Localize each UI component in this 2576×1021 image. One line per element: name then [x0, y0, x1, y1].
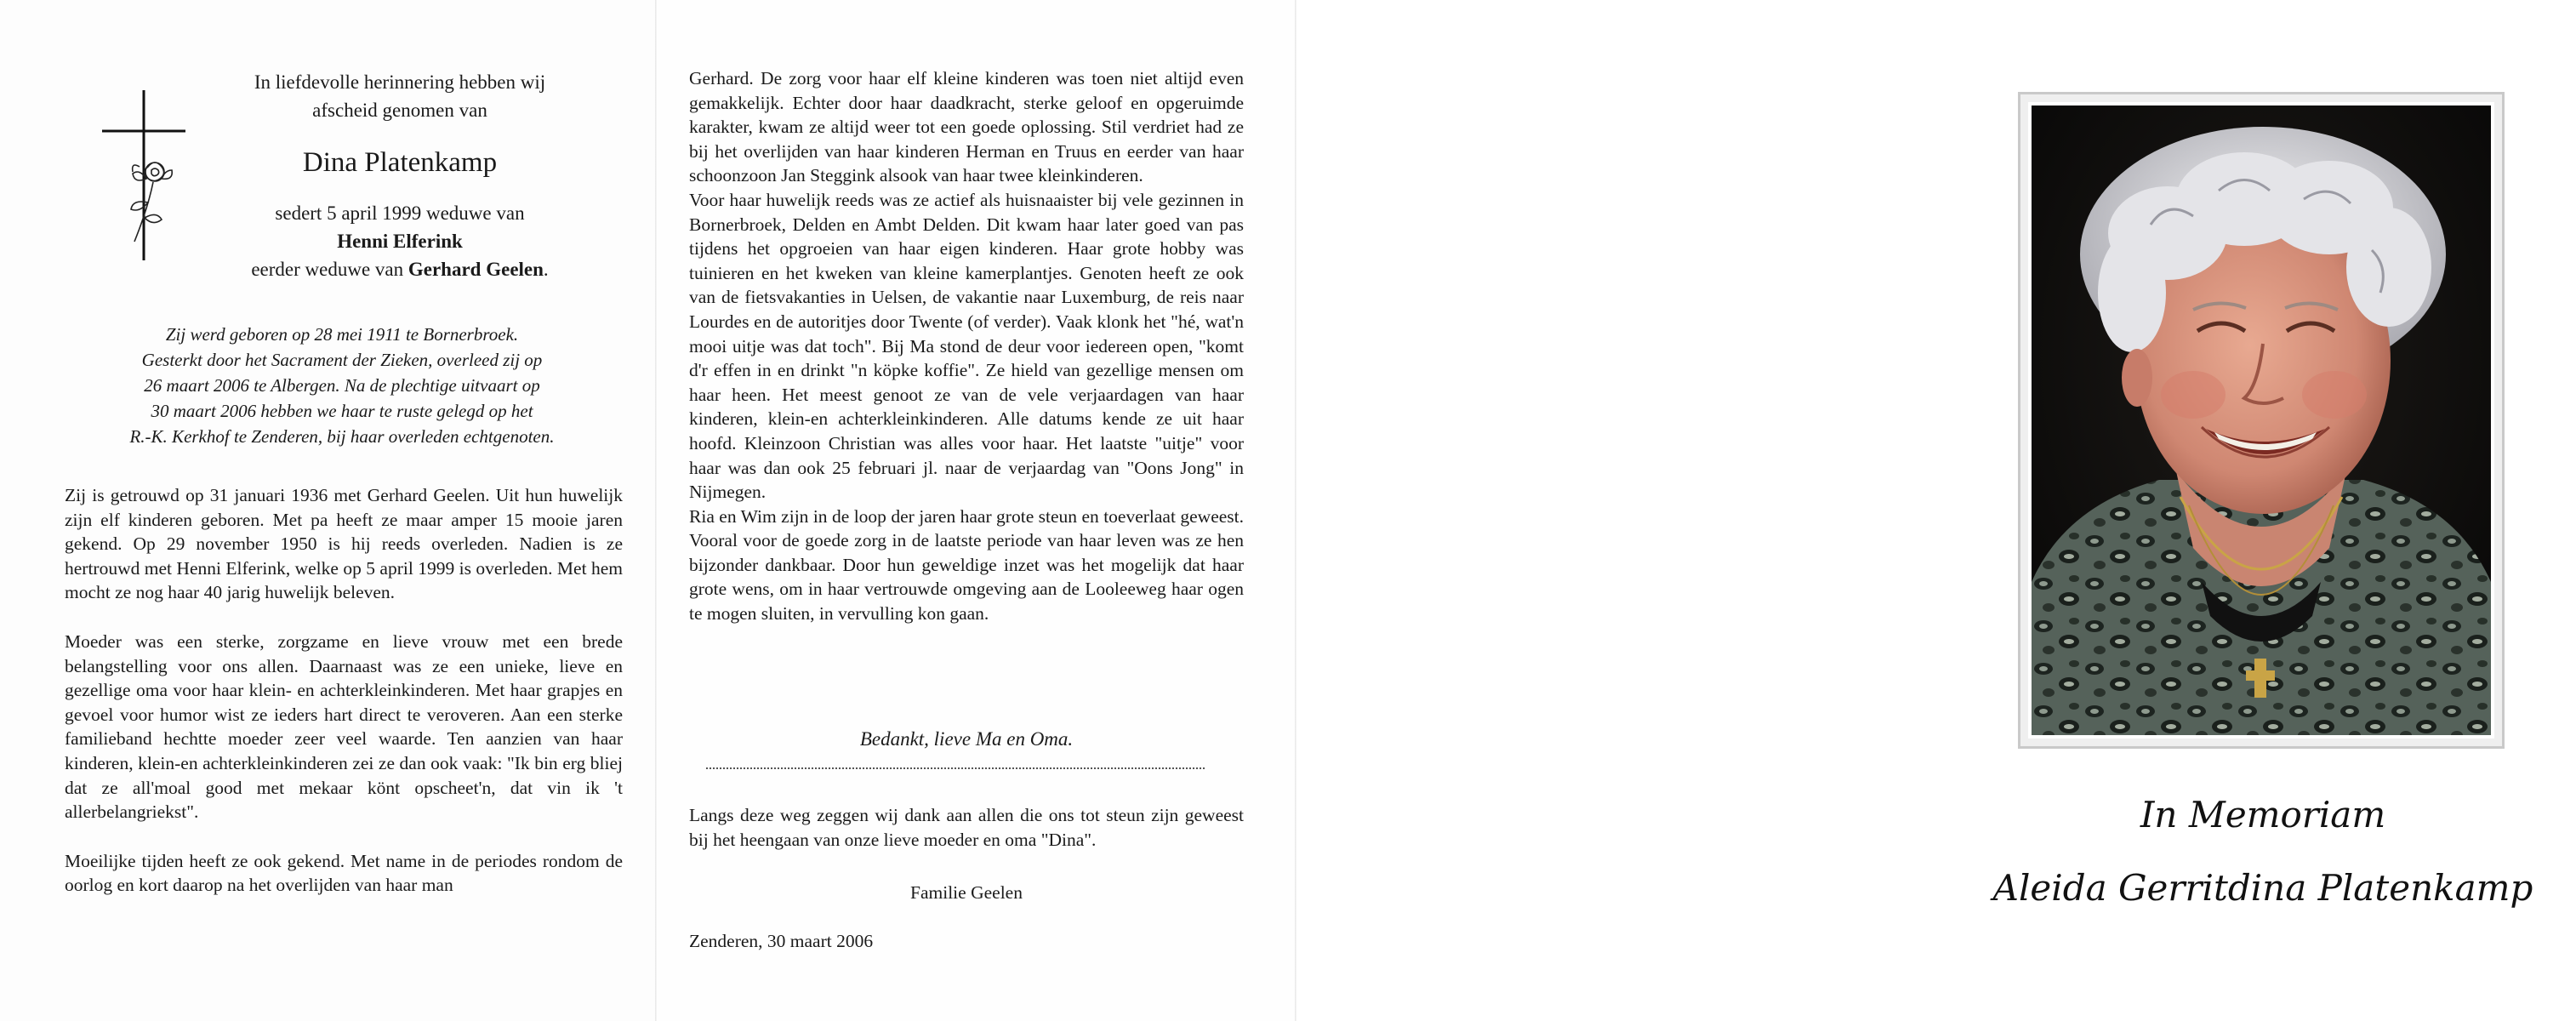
dotted-divider [706, 767, 1205, 769]
thanks-line: Bedankt, lieve Ma en Oma. [859, 728, 1074, 750]
fold-line-center [1295, 0, 1297, 1021]
memoriam-block [1991, 791, 2535, 912]
paragraph-character: Moeder was een sterke, zorgzame en lieve vrouw met een brede belangstelling voor ons allen. Daarnaast was ze een unieke, lieve en gezellige oma voor haar klein- en achterkleinkinderen. Met haar grapjes en gevoel voor humor wist ze ieders hart direct te veroveren. Aan een sterke familieband hechtte moeder zeer veel waarde. Ten aanzien van haar kinderen, klein-en achterkleinkinderen zei ze dan ook vaak: "Ik bin erg bliej dat ze all'moal good met mekaar könt opscheet'n, dat vin ik 't allerbelangriekst". [65, 630, 623, 823]
paragraph-care: Gerhard. De zorg voor haar elf kleine kinderen was toen niet altijd even gemakkelijk. Echter door haar daadkracht, sterke geloof en opgeruimde karakter, kwam ze altijd weer tot een goede oplossing. Stil verdriet had ze bij het overlijden van haar kinderen Herman en Truus en eerder van haar schoonzoon Jan Steggink alsook van haar twee kleinkinderen. [689, 68, 1244, 186]
deceased-name: Dina Platenkamp [302, 147, 498, 178]
left-body-text [65, 483, 623, 898]
earlier-widow-prefix: eerder weduwe van [251, 259, 408, 280]
life-dates-line: 26 maart 2006 te Albergen. Na de plechtige uitvaart op [144, 375, 540, 396]
paragraph-hard-times: Moeilijke tijden heeft ze ook gekend. Met name in de periodes rondom de oorlog en kort daarop na het overlijden van haar man [65, 850, 623, 896]
header-block [213, 68, 587, 283]
paragraph-support: Ria en Wim zijn in de loop der jaren haar grote steun en toeverlaat geweest. Vooral voor de goede zorg in de laatste periode van haar leven was ze hen bijzonder dankbaar. Door hun geweldige inzet was het mogelijk dat haar grote wens, om in haar vertrouwde omgeving aan de Looleeweg haar ogen te mogen sluiten, in vervulling kon gaan. [689, 505, 1244, 625]
first-husband-name: Gerhard Geelen [407, 259, 544, 280]
life-dates-block [73, 322, 611, 449]
family-signature: Familie Geelen [910, 882, 1023, 903]
intro-text: In liefdevolle herinnering hebben wij afscheid genomen van [254, 71, 546, 121]
place-date: Zenderen, 30 maart 2006 [689, 931, 874, 951]
first-husband-line [213, 255, 587, 283]
cross-with-flower-icon [97, 90, 191, 260]
life-dates-line: 30 maart 2006 hebben we haar te ruste gelegd op het [151, 401, 533, 421]
paragraph-work-hobbies: Voor haar huwelijk reeds was ze actief als huisnaaister bij vele gezinnen in Bornerbroek, Delden en Ambt Delden. Dit kwam haar later goed van pas tijdens het opgroeien van haar eigen kinderen. Haar grote hobby was tuinieren en het kweken van kleine kamerplantjes. Genoten heeft ze ook van de fietsvakanties in Uelsen, de vakantie naar Luxemburg, de reis naar Lourdes en de autoritjes door Twente (of verder). Vaak klonk het "hé, wat'n mooi uitje was dat toch". Bij Ma stond de deur voor iedereen open, "komt d'r effen in en drinkt "n köpke koffie". Ze hield van gezellige mensen om haar heen. Het meest genoot ze van de vele verjaardagen van haar kinderen, klein-en achterkleinkinderen. Alle datums kende ze uit haar hoofd. Kleinzoon Christian was alles voor haar. Het laatste "uitje" voor haar was dan ook 25 februari jl. naar de verjaardag van "Oons Jong" in Nijmegen. [689, 189, 1244, 503]
portrait-photo [2032, 106, 2491, 735]
memoriam-title: In Memoriam [2140, 794, 2386, 836]
closing-text: Langs deze weg zeggen wij dank aan allen die ons tot steun zijn geweest bij het heengaan van onze lieve moeder en oma "Dina". [689, 805, 1244, 850]
life-dates-line: Gesterkt door het Sacrament der Zieken, overleed zij op [141, 350, 543, 370]
middle-body-text [689, 66, 1244, 626]
second-husband-name: Henni Elferink [337, 231, 463, 252]
earlier-widow-suffix: . [543, 259, 549, 280]
fold-line-left [655, 0, 657, 1021]
paragraph-marriage: Zij is getrouwd op 31 januari 1936 met Gerhard Geelen. Uit hun huwelijk zijn elf kinderen geboren. Met pa heeft ze maar amper 15 mooie jaren gekend. Op 29 november 1950 is hij reeds overleden. Nadien is ze hertrouwd met Henni Elferink, welke op 5 april 1999 is overleden. Met hem mocht ze nog haar 40 jarig huwelijk beleven. [65, 485, 623, 603]
portrait-illustration [2032, 106, 2491, 735]
life-dates-line: R.-K. Kerkhof te Zenderen, bij haar overleden echtgenoten. [129, 426, 555, 447]
memoriam-full-name: Aleida Gerritdina Platenkamp [1992, 867, 2533, 909]
life-dates-line: Zij werd geboren op 28 mei 1911 te Bornerbroek. [165, 324, 519, 345]
widow-since-text: sedert 5 april 1999 weduwe van [275, 202, 525, 224]
